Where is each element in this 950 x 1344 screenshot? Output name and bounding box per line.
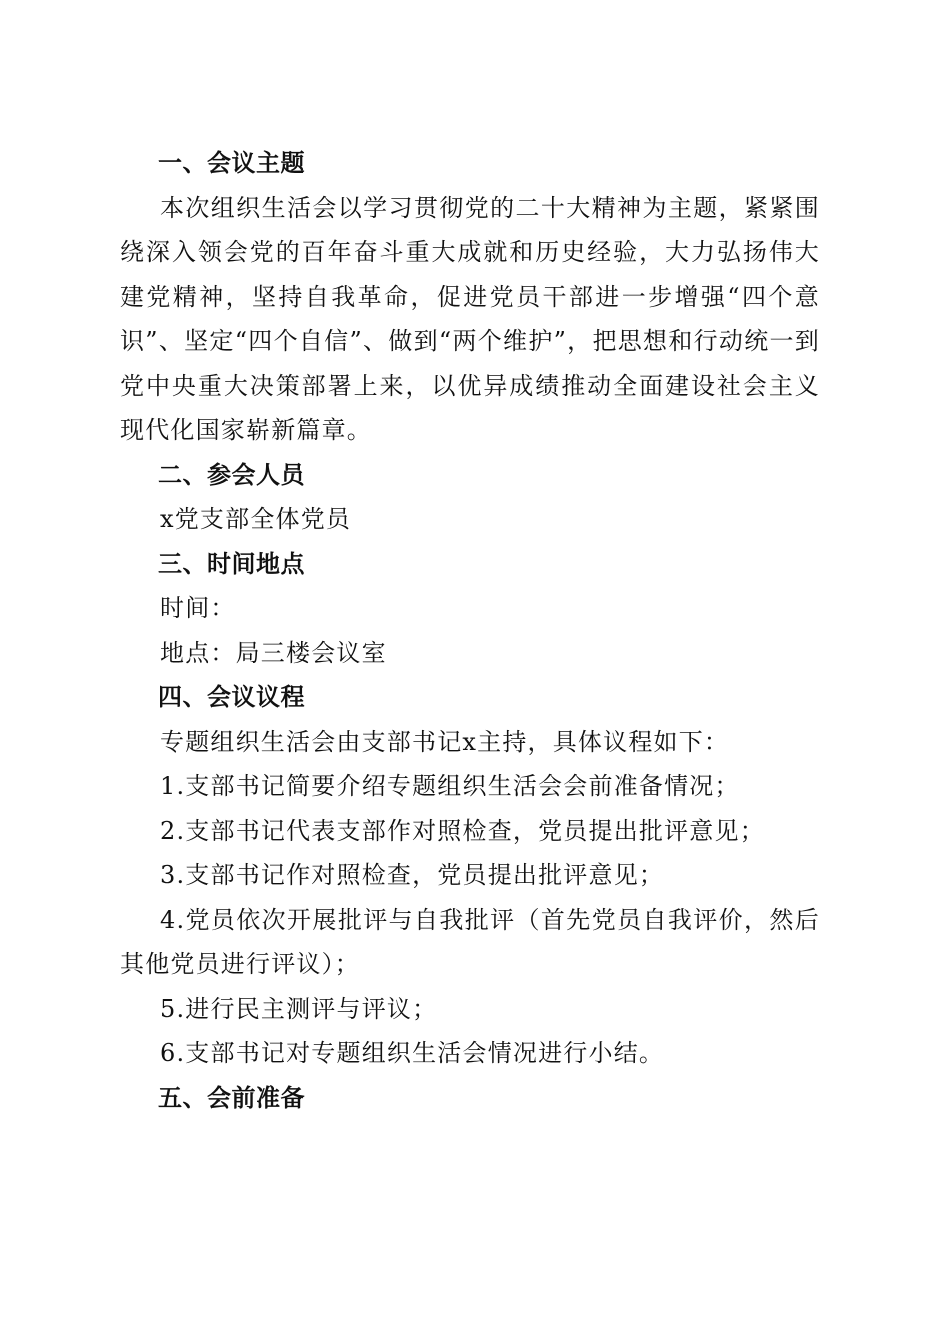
section-heading-theme: 一、会议主题 [158, 149, 305, 177]
agenda-item: 6.支部书记对专题组织生活会情况进行小结。 [160, 1039, 665, 1067]
attendees-text: x党支部全体党员 [160, 505, 352, 533]
time-text: 时间： [160, 594, 236, 622]
section-heading-preparation: 五、会前准备 [158, 1083, 305, 1112]
agenda-item: 1.支部书记简要介绍专题组织生活会会前准备情况； [160, 772, 740, 800]
place-text: 地点：局三楼会议室 [160, 638, 387, 667]
agenda-item: 2.支部书记代表支部作对照检查，党员提出批评意见； [160, 816, 765, 845]
agenda-intro: 专题组织生活会由支部书记x主持，具体议程如下： [160, 727, 730, 756]
section-heading-time-place: 三、时间地点 [158, 549, 305, 578]
section-heading-agenda: 四、会议议程 [158, 683, 305, 711]
agenda-item: 4.党员依次开展批评与自我批评（首先党员自我评价，然后其他党员进行评议）； [120, 905, 820, 978]
agenda-item: 3.支部书记作对照检查，党员提出批评意见； [160, 861, 665, 889]
section-heading-attendees: 二、参会人员 [158, 460, 305, 489]
theme-paragraph: 本次组织生活会以学习贯彻党的二十大精神为主题，紧紧围绕深入领会党的百年奋斗重大成就和历史经验，大力弘扬伟大建党精神，坚持自我革命，促进党员干部进一步增强“四个意识”、坚定“四个自信”、做到“两个维护”，把思想和行动统一到党中央重大决策部署上来，以优异成绩推动全面建设社会主义现代化国家崭新篇章。 [120, 193, 820, 444]
agenda-item: 5.进行民主测评与评议； [160, 994, 438, 1023]
document-page [120, 141, 820, 1120]
